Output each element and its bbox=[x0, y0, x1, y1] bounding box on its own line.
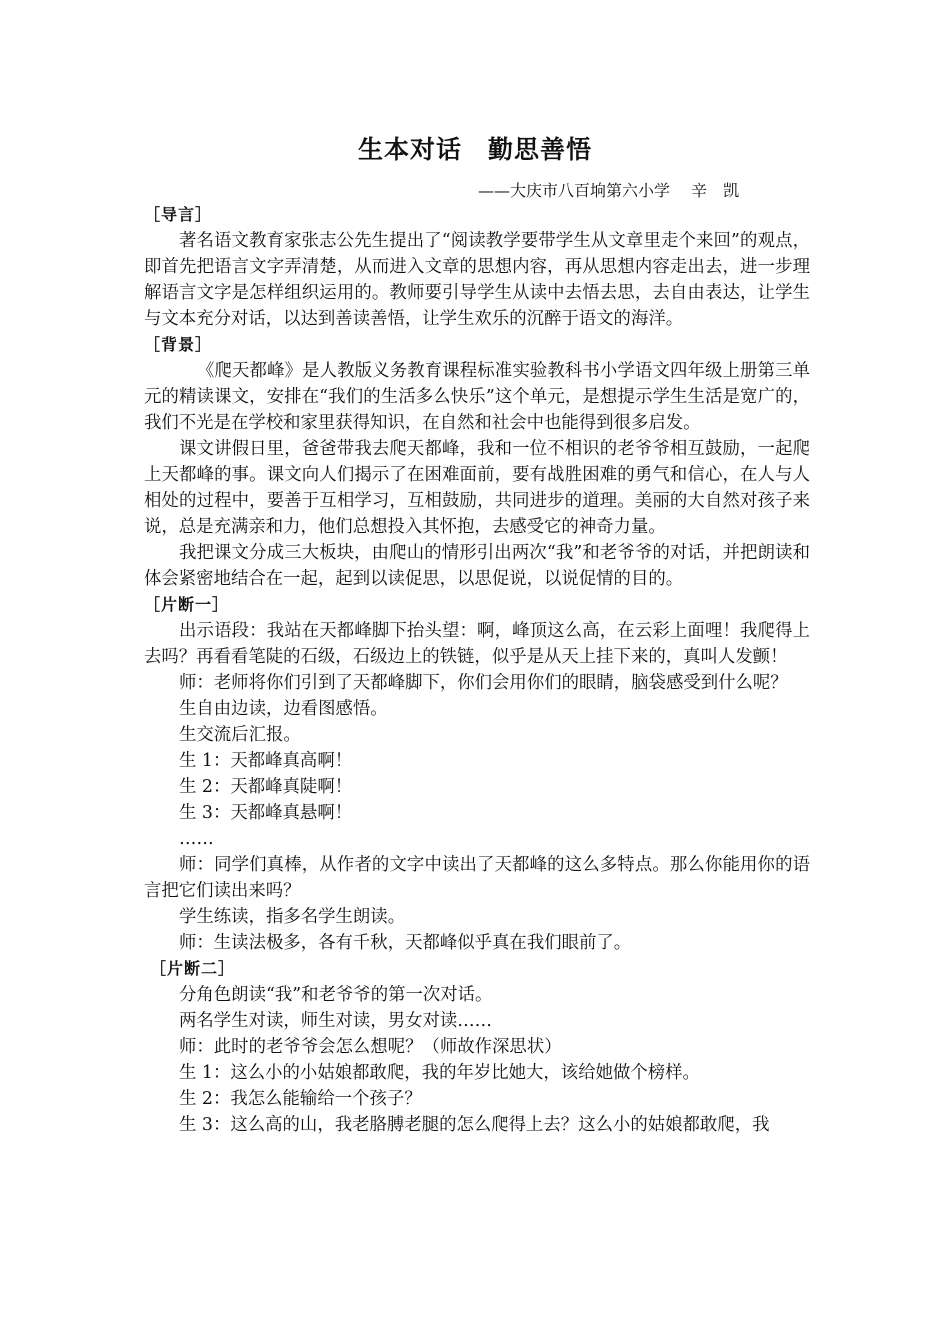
text-line: 分角色朗读“我”和老爷爷的第一次对话。 bbox=[179, 985, 493, 1005]
page-title: 生本对话 勤思善悟 bbox=[357, 135, 592, 164]
text-line: 生 3：天都峰真悬啊！ bbox=[179, 803, 353, 823]
text-line: 生 2：天都峰真陡啊！ bbox=[179, 777, 353, 797]
section-heading-intro: ［导言］ bbox=[144, 205, 213, 224]
author-line: ——大庆市八百垧第六小学 辛 凯 bbox=[478, 181, 740, 200]
section-heading-segment-1: ［片断一］ bbox=[144, 595, 230, 614]
paragraph: 《爬天都峰》是人教版义务教育课程标准实验教科书小学语文四年级上册第三单元的精读课文，安排在“我们的生活多么快乐”这个单元，是想提示学生生活是宽广的，我们不光是在学校和家里获得知识，在自然和社会中也能得到很多启发。 bbox=[144, 361, 810, 433]
text-line: …… bbox=[179, 829, 214, 849]
section-heading-segment-2: ［片断二］ bbox=[150, 959, 236, 978]
text-line: 师：此时的老爷爷会怎么想呢？（师故作深思状） bbox=[179, 1037, 562, 1057]
paragraph: 课文讲假日里，爸爸带我去爬天都峰，我和一位不相识的老爷爷相互鼓励，一起爬上天都峰的事。课文向人们揭示了在困难面前，要有战胜困难的勇气和信心，在人与人相处的过程中，要善于互相学习，互相鼓励，共同进步的道理。美丽的大自然对孩子来说，总是充满亲和力，他们总想投入其怀抱，去感受它的神奇力量。 bbox=[144, 439, 810, 537]
text-line: 生 1：这么小的小姑娘都敢爬，我的年岁比她大，该给她做个榜样。 bbox=[179, 1063, 700, 1083]
paragraph: 出示语段：我站在天都峰脚下抬头望：啊，峰顶这么高，在云彩上面哩！我爬得上去吗？再看看笔陡的石级，石级边上的铁链，似乎是从天上挂下来的，真叫人发颤！ bbox=[144, 621, 810, 667]
text-line: 生 1：天都峰真高啊！ bbox=[179, 751, 353, 771]
paragraph: 著名语文教育家张志公先生提出了“阅读教学要带学生从文章里走个来回”的观点，即首先把语言文字弄清楚，从而进入文章的思想内容，再从思想内容走出去，进一步理解语言文字是怎样组织运用的。教师要引导学生从读中去悟去思，去自由表达，让学生与文本充分对话，以达到善读善悟，让学生欢乐的沉醉于语文的海洋。 bbox=[144, 231, 810, 329]
text-line: 生 3：这么高的山，我老胳膊老腿的怎么爬得上去？这么小的姑娘都敢爬，我 bbox=[179, 1115, 770, 1135]
text-line: 两名学生对读，师生对读，男女对读…… bbox=[179, 1011, 493, 1031]
text-line: 生 2：我怎么能输给一个孩子？ bbox=[179, 1089, 422, 1109]
text-line: 生交流后汇报。 bbox=[179, 725, 301, 745]
paragraph: 师：同学们真棒，从作者的文字中读出了天都峰的这么多特点。那么你能用你的语言把它们读出来吗？ bbox=[144, 855, 810, 901]
text-line: 师：生读法极多，各有千秋，天都峰似乎真在我们眼前了。 bbox=[179, 933, 632, 953]
document-body bbox=[144, 202, 810, 1138]
text-line: 学生练读，指多名学生朗读。 bbox=[179, 907, 406, 927]
section-heading-background: ［背景］ bbox=[144, 335, 213, 354]
paragraph: 我把课文分成三大板块，由爬山的情形引出两次“我”和老爷爷的对话，并把朗读和体会紧密地结合在一起，起到以读促思，以思促说，以说促情的目的。 bbox=[144, 543, 810, 589]
text-line: 生自由边读，边看图感悟。 bbox=[179, 699, 388, 719]
paragraph: 师：老师将你们引到了天都峰脚下，你们会用你们的眼睛，脑袋感受到什么呢？ bbox=[179, 673, 788, 693]
